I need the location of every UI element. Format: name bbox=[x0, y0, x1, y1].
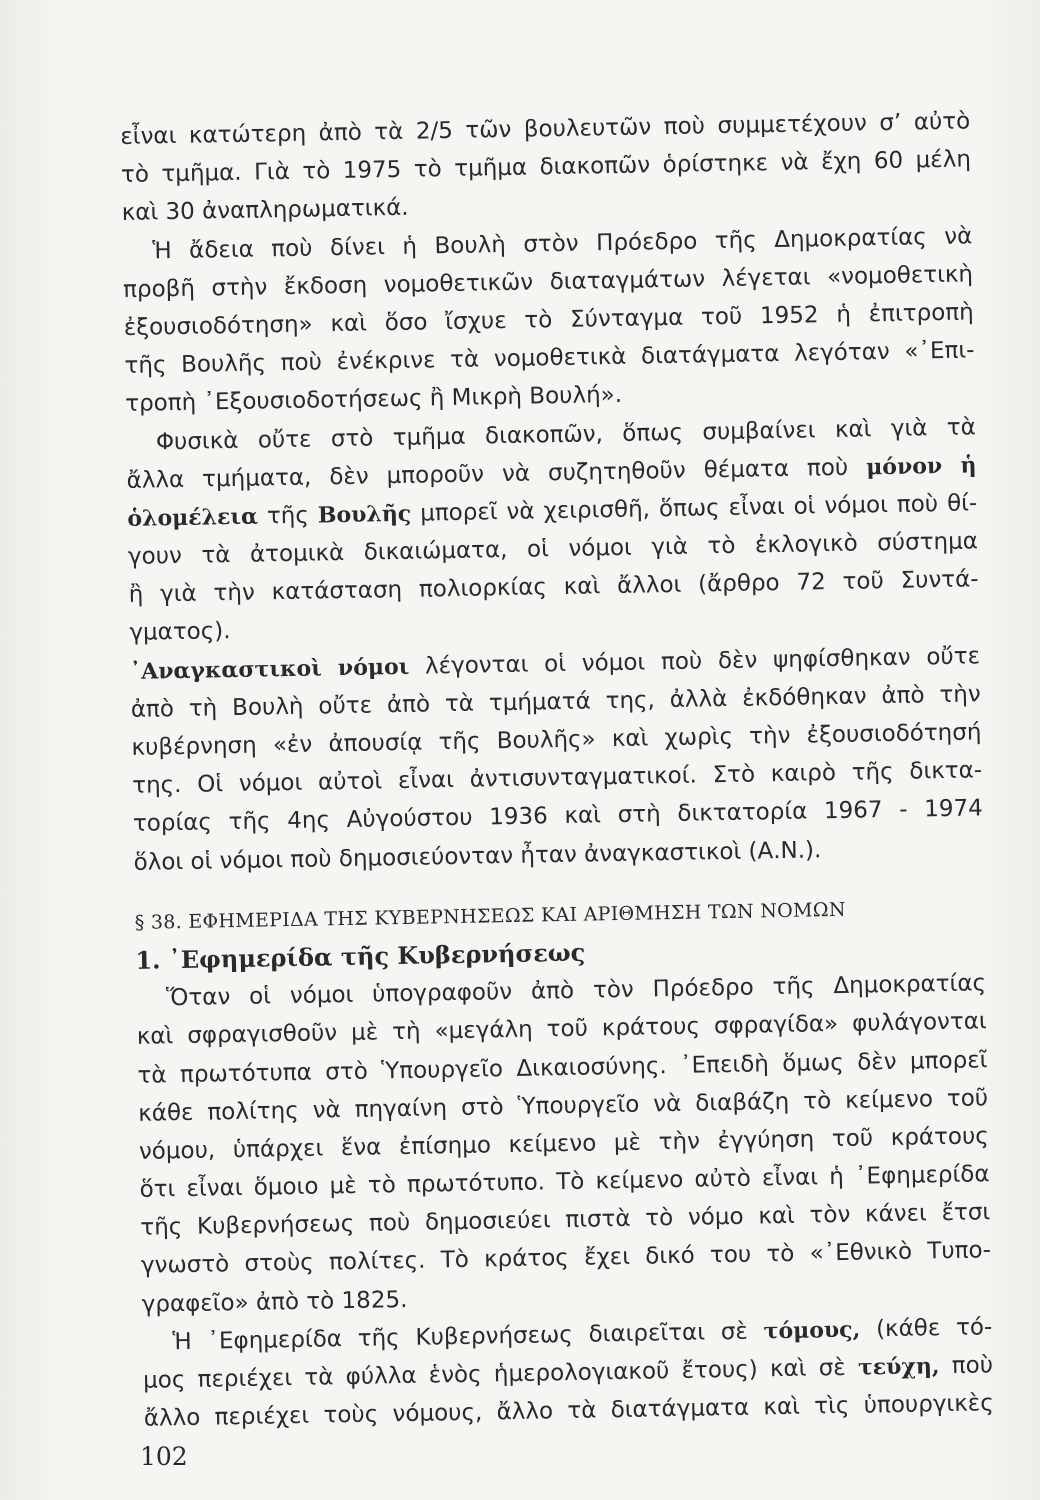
text-line: Ὅταν οἱ νόμοι ὑπογραφοῦν ἀπὸ τὸν Πρόεδρο τῆς Δημοκρατίας bbox=[165, 970, 987, 1012]
text-line: της. Οἱ νόμοι αὐτοὶ εἶναι ἀντισυνταγματικοί. Στὸ καιρὸ τῆς δικτα- bbox=[132, 757, 983, 800]
text-segment: τῆς bbox=[257, 502, 319, 530]
text-line: τῆς Βουλῆς ποὺ ἐνέκρινε τὰ νομοθετικὰ διατάγματα λεγόταν «᾿Επι- bbox=[124, 337, 975, 380]
page-number: 102 bbox=[140, 1442, 188, 1471]
text-line: τροπὴ ᾿Εξουσιοδοτήσεως ἢ Μικρὴ Βουλή». bbox=[125, 382, 623, 418]
text-line: ἢ γιὰ τὴν κατάσταση πολιορκίας καὶ ἄλλοι (ἄρθρο 72 τοῦ Συντά- bbox=[128, 566, 979, 609]
text-line: τῆς Κυβερνήσεως ποὺ δημοσιεύει πιστὰ τὸ νόμο καὶ τὸν κάνει ἔτσι bbox=[140, 1199, 991, 1242]
text-line: νόμου, ὑπάρχει ἕνα ἐπίσημο κείμενο μὲ τὴν ἐγγύηση τοῦ κράτους bbox=[138, 1123, 990, 1165]
text-line: κάθε πολίτης νὰ πηγαίνη στὸ Ὑπουργεῖο νὰ διαβάζη τὸ κείμενο τοῦ bbox=[138, 1084, 989, 1127]
bold-term: τεύχη, bbox=[857, 1353, 940, 1381]
text-line: γραφεῖο» ἀπὸ τὸ 1825. bbox=[141, 1286, 408, 1318]
bold-term: ᾿Αναγκαστικοὶ νόμοι bbox=[129, 653, 410, 685]
bold-term: μόνον ἡ bbox=[865, 452, 977, 481]
text-line: Φυσικὰ οὔτε στὸ τμῆμα διακοπῶν, ὅπως συμβαίνει καὶ γιὰ τὰ bbox=[155, 413, 977, 455]
text-segment: λέγονται οἱ νόμοι ποὺ δὲν ψηφίσθηκαν οὔτε bbox=[409, 642, 981, 680]
text-line: γματος). bbox=[129, 618, 231, 647]
text-line: προβῆ στὴν ἔκδοση νομοθετικῶν διαταγμάτων λέγεται «νομοθετικὴ bbox=[122, 261, 974, 303]
text-line: Ἡ ἄδεια ποὺ δίνει ἡ Βουλὴ στὸν Πρόεδρο τῆς Δημοκρατίας νὰ bbox=[152, 222, 973, 264]
text-line: κυβέρνηση «ἐν ἀπουσίᾳ τῆς Βουλῆς» καὶ χωρὶς τὴν ἐξουσιοδότησή bbox=[131, 719, 982, 761]
text-line: τορίας τῆς 4ης Αὐγούστου 1936 καὶ στὴ δικτατορία 1967 - 1974 bbox=[132, 795, 984, 838]
bold-term: Βουλῆς bbox=[317, 500, 412, 529]
text-line: ὅτι εἶναι ὅμοιο μὲ τὸ πρωτότυπο. Τὸ κείμενο αὐτὸ εἶναι ἡ ᾿Εφημερίδα bbox=[139, 1161, 990, 1203]
text-line: γουν τὰ ἀτομικὰ δικαιώματα, οἱ νόμοι γιὰ τὸ ἐκλογικὸ σύστημα bbox=[127, 528, 979, 570]
text-line: εἶναι κατώτερη ἀπὸ τὰ 2/5 τῶν βουλευτῶν ποὺ συμμετέχουν σ’ αὐτὸ bbox=[120, 108, 971, 150]
text-segment: ἄλλα τμήματα, δὲν μποροῦν νὰ συζητηθοῦν θέματα ποὺ bbox=[126, 454, 867, 494]
text-line: γνωστὸ στοὺς πολίτες. Τὸ κράτος ἔχει δικό του τὸ «᾿Εθνικὸ Τυπο- bbox=[140, 1237, 992, 1280]
text-line: ἐξουσιοδότηση» καὶ ὅσο ἴσχυε τὸ Σύνταγμα τοῦ 1952 ἡ ἐπιτροπὴ bbox=[123, 299, 974, 341]
section-heading: § 38. ΕΦΗΜΕΡΙΔΑ ΤΗΣ ΚΥΒΕΡΝΗΣΕΩΣ ΚΑΙ ΑΡΙΘΜΗΣΗ ΤΩΝ ΝΟΜΩΝ bbox=[134, 898, 846, 934]
text-line: ἄλλο περιέχει τοὺς νόμους, ἄλλο τὰ διατάγματα καὶ τὶς ὑπουργικὲς bbox=[143, 1390, 994, 1432]
text-line: ἀπὸ τὴ Βουλὴ οὔτε ἀπὸ τὰ τμήματά της, ἀλλὰ ἐκδόθηκαν ἀπὸ τὴν bbox=[130, 681, 981, 723]
text-segment: ποὺ bbox=[939, 1352, 994, 1380]
bold-term: ὁλομέλεια bbox=[127, 503, 259, 532]
text-line: τὰ πρωτότυπα στὸ Ὑπουργεῖο Δικαιοσύνης. ᾿Επειδὴ ὅμως δὲν μπορεῖ bbox=[137, 1046, 988, 1089]
text-segment: μος περιέχει τὰ φύλλα ἑνὸς ἡμερολογιακοῦ ἔτους) καὶ σὲ bbox=[142, 1354, 859, 1394]
body-text bbox=[120, 102, 994, 1438]
text-line: καὶ 30 ἀναπληρωματικά. bbox=[121, 195, 409, 227]
text-line: καὶ σφραγισθοῦν μὲ τὴ «μεγάλη τοῦ κράτους σφραγίδα» φυλάγονται bbox=[136, 1008, 987, 1051]
text-segment: μπορεῖ νὰ χειρισθῆ, ὅπως εἶναι οἱ νόμοι ποὺ θί- bbox=[410, 490, 978, 527]
bold-term: τόμους, bbox=[763, 1316, 861, 1345]
text-line: τὸ τμῆμα. Γιὰ τὸ 1975 τὸ τμῆμα διακοπῶν ὁρίστηκε νὰ ἔχη 60 μέλη bbox=[120, 146, 972, 189]
text-segment: Ἡ ᾿Εφημερίδα τῆς Κυβερνήσεως διαιρεῖται σὲ bbox=[172, 1318, 764, 1356]
subsection-heading: 1. ᾿Εφημερίδα τῆς Κυβερνήσεως bbox=[135, 937, 586, 975]
text-line: ὅλοι οἱ νόμοι ποὺ δημοσιεύονταν ἦταν ἀναγκαστικοὶ (Α.Ν.). bbox=[133, 836, 822, 876]
text-segment: (κάθε τό- bbox=[859, 1314, 993, 1343]
